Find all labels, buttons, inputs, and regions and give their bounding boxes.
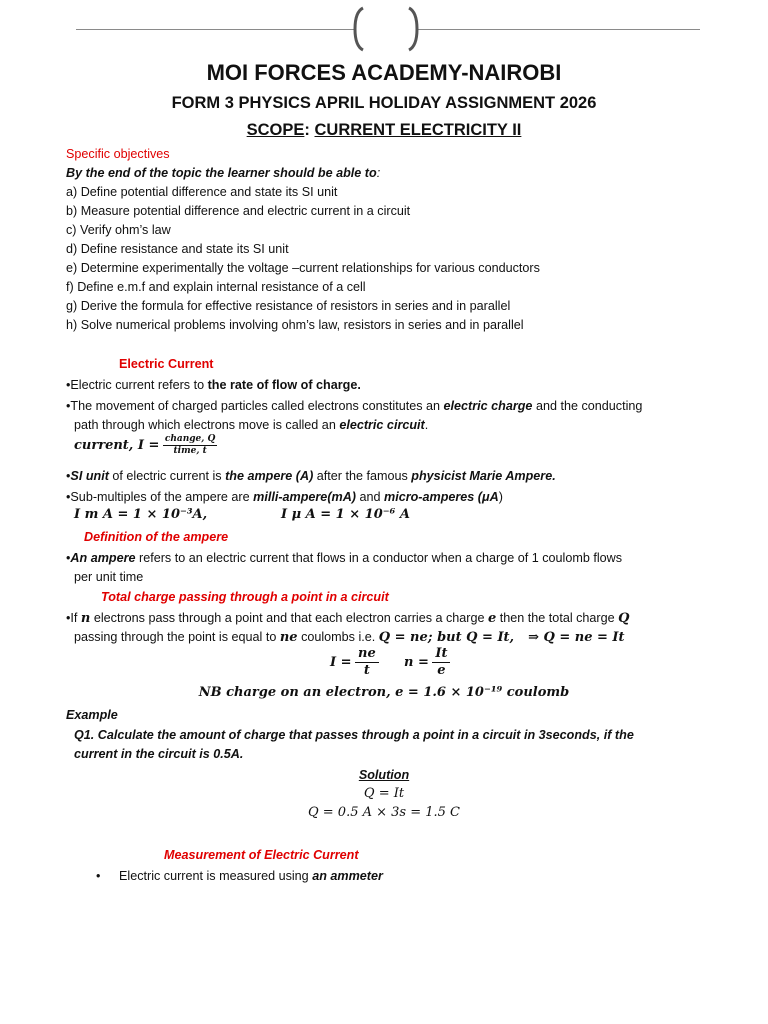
measurement-line — [119, 867, 383, 885]
total-charge-text-b: electrons pass through a point and that each electron carries a charge — [90, 611, 489, 625]
assignment-title: FORM 3 PHYSICS APRIL HOLIDAY ASSIGNMENT 2026 — [171, 94, 597, 112]
si-unit-text: of electric current is — [108, 469, 226, 483]
movement-line-2-text: path through which electrons move is called an — [74, 418, 340, 432]
movement-text-end: and the conducting — [532, 399, 643, 413]
microampere-equation: I μ A = 1 × 10⁻⁶ A — [281, 507, 410, 522]
objectives-intro — [66, 164, 380, 182]
objective-item: b) Measure potential difference and electric current in a circuit — [66, 204, 411, 218]
ammeter-term: an ammeter — [312, 869, 383, 883]
total-charge-heading: Total charge passing through a point in a circuit — [101, 590, 389, 604]
current-formula-fraction — [163, 434, 218, 457]
ampere-definition-term: An ampere — [70, 551, 136, 565]
electric-current-heading: Electric Current — [119, 357, 214, 371]
electric-circuit-term: electric circuit — [339, 418, 425, 432]
measurement-text: Electric current is measured using — [119, 869, 313, 883]
header-rule-left — [76, 29, 354, 30]
objective-item: g) Derive the formula for effective resistance of resistors in series and in parallel — [66, 299, 511, 313]
solution-step-1: Q = It — [363, 786, 405, 801]
solution-heading-text: Solution — [358, 768, 410, 782]
movement-line-2 — [74, 416, 428, 434]
formula-n-denominator: e — [437, 663, 446, 678]
objective-item: h) Solve numerical problems involving ohm’s law, resistors in series and in parallel — [66, 318, 524, 332]
si-bullet: • — [66, 469, 71, 483]
movement-line-2-end: . — [424, 418, 429, 432]
si-unit-text-2: after the famous — [313, 469, 412, 483]
total-charge-line-1 — [66, 609, 629, 628]
current-formula-numerator: change, Q — [164, 434, 216, 444]
objectives-intro-text: By the end of the topic the learner should be able to — [66, 166, 377, 180]
definition-bullet: • — [66, 551, 71, 565]
example-label — [66, 706, 118, 724]
total-charge-text-c: then the total charge — [496, 611, 619, 625]
formula-n-numerator: It — [432, 646, 450, 663]
symbol-ne: ne — [279, 630, 298, 645]
ampere-term: the ampere (A) — [225, 469, 314, 483]
total-charge-line-2 — [74, 628, 625, 647]
current-definition-text: •Electric current refers to — [66, 378, 208, 392]
solution-step-2: Q = 0.5 A × 3s = 1.5 C — [307, 805, 461, 820]
submultiples-line — [66, 488, 503, 506]
electron-charge-note: NB charge on an electron, e = 1.6 × 10⁻¹⁹ coulomb — [198, 685, 570, 700]
submultiples-close: ) — [498, 490, 503, 504]
scope-label: SCOPE — [246, 121, 305, 139]
example-label-text: Example — [66, 708, 118, 722]
formula-i-numerator: ne — [355, 646, 379, 663]
formula-i-fraction — [355, 646, 379, 679]
school-title: MOI FORCES ACADEMY-NAIROBI — [206, 60, 562, 85]
objective-item: a) Define potential difference and state its SI unit — [66, 185, 338, 199]
scope-topic: CURRENT ELECTRICITY II — [314, 121, 522, 139]
charge-implication: ⇒ Q = ne = It — [528, 630, 625, 645]
objective-item: c) Verify ohm’s law — [66, 223, 171, 237]
scope-title — [0, 119, 768, 141]
question-line-1 — [74, 726, 634, 744]
submultiples-text: •Sub-multiples of the ampere are — [66, 490, 254, 504]
total-charge-text-d: passing through the point is equal to — [74, 630, 280, 644]
current-formula-denominator: time, t — [173, 446, 207, 456]
formula-n-fraction — [432, 646, 450, 679]
solution-heading — [0, 766, 768, 784]
header-bracket-ornament — [353, 6, 419, 52]
objective-item: d) Define resistance and state its SI unit — [66, 242, 289, 256]
current-formula — [74, 434, 217, 457]
total-charge-text-a: •If — [66, 611, 81, 625]
ampere-definition-line-2: per unit time — [74, 570, 144, 584]
electron-count-formula — [404, 646, 450, 679]
microampere-term: micro-amperes (μA — [384, 490, 499, 504]
movement-text: •The movement of charged particles called electrons constitutes an — [66, 399, 444, 413]
objectives-heading: Specific objectives — [66, 147, 170, 161]
measurement-heading: Measurement of Electric Current — [164, 848, 359, 862]
charge-equation: Q = ne; but Q = It, — [378, 630, 515, 645]
total-charge-text-e: coulombs i.e. — [297, 630, 379, 644]
question-line-2 — [74, 745, 243, 763]
symbol-e: e — [488, 611, 497, 626]
milliampere-term: milli-ampere(mA) — [253, 490, 356, 504]
objective-item: f) Define e.m.f and explain internal resistance of a cell — [66, 280, 366, 294]
si-unit-line — [66, 467, 556, 485]
current-definition-line — [66, 376, 361, 394]
electric-charge-term: electric charge — [443, 399, 533, 413]
question-text-2: current in the circuit is 0.5A. — [74, 747, 244, 761]
header-rule-right — [418, 29, 700, 30]
formula-n-lhs: n = — [404, 654, 429, 670]
ampere-definition-text: refers to an electric current that flows in a conductor when a charge of 1 coulomb flows — [135, 551, 623, 565]
current-definition-bold: the rate of flow of charge. — [207, 378, 361, 392]
scope-colon: : — [304, 121, 310, 139]
formula-i-lhs: I = — [330, 654, 352, 670]
formula-i-denominator: t — [363, 663, 370, 678]
si-unit-term: SI unit — [70, 469, 109, 483]
question-text-1: Q1. Calculate the amount of charge that passes through a point in a circuit in 3seconds, if the — [74, 728, 634, 742]
measurement-bullet: • — [96, 869, 101, 883]
ampere-definition-line-1 — [66, 549, 622, 567]
symbol-q: Q — [618, 611, 630, 626]
submultiples-and: and — [356, 490, 385, 504]
movement-line-1 — [66, 397, 642, 415]
objective-item: e) Determine experimentally the voltage –current relationships for various conductors — [66, 261, 540, 275]
milliampere-equation: I m A = 1 × 10⁻³A, — [74, 507, 208, 522]
physicist-term: physicist Marie Ampere. — [411, 469, 556, 483]
objectives-intro-colon: : — [376, 166, 381, 180]
definition-heading: Definition of the ampere — [84, 530, 229, 544]
symbol-n: n — [80, 611, 91, 626]
current-formula-lhs: current, I = — [74, 437, 160, 453]
current-from-electrons-formula — [330, 646, 379, 679]
